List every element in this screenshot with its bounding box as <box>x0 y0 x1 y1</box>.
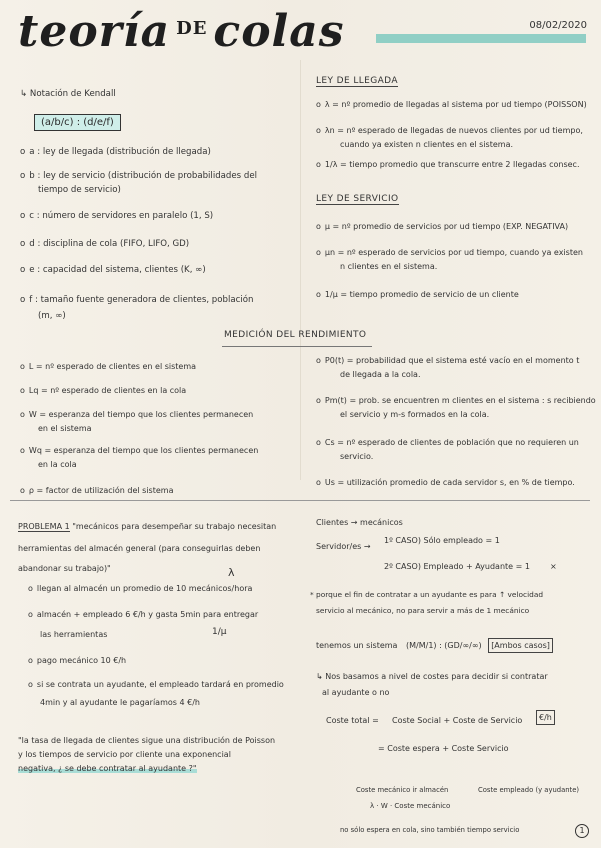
title-word-2: colas <box>213 6 345 57</box>
sol-coste-espera: = Coste espera + Coste Servicio <box>378 744 509 753</box>
sol-nota-1: * porque el fin de contratar a un ayudante es para ↑ velocidad <box>310 590 544 599</box>
notation-item-d: o d : disciplina de cola (FIFO, LIFO, GD) <box>20 238 189 251</box>
title-word-1: teoría <box>18 6 171 57</box>
rend-Pm: o Pm(t) = prob. se encuentren m clientes en el sistema : s recibiendo <box>316 394 596 407</box>
rend-Pm-cont: el servicio y m-s formados en la cola. <box>340 410 490 419</box>
rend-Wq: o Wq = esperanza del tiempo que los clientes permanecen <box>20 444 258 457</box>
sol-clientes: Clientes → mecánicos <box>316 518 403 527</box>
ley-llegada-item-2: o λn = nº esperado de llegadas de nuevos clientes por ud tiempo, <box>316 124 583 137</box>
sol-coste-mecanico: Coste mecánico ir almacén <box>356 786 449 794</box>
problema-text-1: "mecánicos para desempeñar su trabajo necesitan <box>72 522 277 531</box>
sol-sistema-modelo: (M/M/1) : (GD/∞/∞) <box>406 641 482 650</box>
notation-item-b-cont: tiempo de servicio) <box>38 185 121 195</box>
problema-item-2: o almacén + empleado 6 €/h y gasta 5min para entregar <box>28 608 258 621</box>
sol-coste-total-label: Coste total = <box>326 716 379 725</box>
notation-item-c: o c : número de servidores en paralelo (1, S) <box>20 210 213 223</box>
kendall-formula: (a/b/c) : (d/e/f) <box>34 114 121 131</box>
sol-coste-units <box>536 710 555 725</box>
quote-question: negativa, ¿ se debe contratar al ayudante ?" <box>18 764 197 773</box>
problema-item-4: o si se contrata un ayudante, el empleado tardará en promedio <box>28 678 284 691</box>
sol-ambos-casos: [Ambos casos] <box>488 638 553 653</box>
ley-servicio-heading: LEY DE SERVICIO <box>316 194 399 204</box>
rend-W-cont: en el sistema <box>38 424 92 433</box>
sol-coste-empleado: Coste empleado (y ayudante) <box>478 786 580 794</box>
title-word-de: DE <box>176 18 208 39</box>
rend-Cs-cont: servicio. <box>340 452 374 461</box>
notation-heading: ↳ Notación de Kendall <box>20 89 116 99</box>
notation-item-e: o e : capacidad del sistema, clientes (K, ∞) <box>20 264 206 277</box>
page-number: 1 <box>575 824 589 838</box>
rendimiento-underline <box>222 346 372 347</box>
problema-statement-2: herramientas del almacén general (para conseguirlas deben <box>18 544 261 553</box>
sol-caso2: 2º CASO) Empleado + Ayudante = 1 <box>384 562 530 571</box>
quote-2: y los tiempos de servicio por cliente una exponencial <box>18 750 231 759</box>
sol-nota-2: servicio al mecánico, no para servir a más de 1 mecánico <box>316 606 530 615</box>
problema-item-2-cont: las herramientas <box>40 630 108 639</box>
rend-W: o W = esperanza del tiempo que los clientes permanecen <box>20 408 253 421</box>
problema-item-1: o llegan al almacén un promedio de 10 mecánicos/hora <box>28 582 252 595</box>
notation-item-f-cont: (m, ∞) <box>38 311 66 321</box>
quote-1: "la tasa de llegada de clientes sigue una distribución de Poisson <box>18 736 276 745</box>
rend-P0: o P0(t) = probabilidad que el sistema esté vacío en el momento t <box>316 354 579 367</box>
sol-costes-1: ↳ Nos basamos a nivel de costes para decidir si contratar <box>316 672 548 681</box>
quote-3 <box>18 762 197 775</box>
ley-llegada-heading: LEY DE LLEGADA <box>316 76 398 86</box>
rend-P0-cont: de llegada a la cola. <box>340 370 421 379</box>
problema-statement-3: abandonar su trabajo)" <box>18 564 111 573</box>
sol-servidores: Servidor/es → <box>316 542 371 551</box>
problema-label: PROBLEMA 1 <box>18 522 70 531</box>
rend-Us: o Us = utilización promedio de cada servidor s, en % de tiempo. <box>316 476 575 489</box>
sol-coste-total-eq: Coste Social + Coste de Servicio <box>392 716 523 725</box>
problema-item-3: o pago mecánico 10 €/h <box>28 654 126 667</box>
date: 08/02/2020 <box>529 20 587 31</box>
ley-llegada-item-3: o 1/λ = tiempo promedio que transcurre entre 2 llegadas consec. <box>316 158 580 171</box>
rend-L: o L = nº esperado de clientes en el sistema <box>20 360 196 373</box>
sol-formula: λ · W · Coste mecánico <box>370 802 451 810</box>
problema-item-4-cont: 4min y al ayudante le pagaríamos 4 €/h <box>40 698 200 707</box>
sol-sistema-label: tenemos un sistema <box>316 641 398 650</box>
ley-servicio-item-2-cont: n clientes en el sistema. <box>340 262 438 271</box>
sol-units-box: €/h <box>536 710 555 725</box>
rendimiento-heading: MEDICIÓN DEL RENDIMIENTO <box>224 330 367 340</box>
sol-nota-final: no sólo espera en cola, sino también tiempo servicio <box>340 826 520 834</box>
notation-item-f: o f : tamaño fuente generadora de clientes, población <box>20 294 253 307</box>
ley-servicio-item-3: o 1/μ = tiempo promedio de servicio de un cliente <box>316 288 519 301</box>
sol-costes-2: al ayudante o no <box>322 688 390 697</box>
rend-Wq-cont: en la cola <box>38 460 77 469</box>
notation-item-b: o b : ley de servicio (distribución de probabilidades del <box>20 170 257 183</box>
rend-Cs: o Cs = nº esperado de clientes de población que no requieren un <box>316 436 579 449</box>
page-title <box>18 6 345 57</box>
ley-servicio-item-1: o μ = nº promedio de servicios por ud tiempo (EXP. NEGATIVA) <box>316 220 568 233</box>
title-underline <box>376 34 586 43</box>
rend-rho: o ρ = factor de utilización del sistema <box>20 484 173 497</box>
ley-llegada-item-1: o λ = nº promedio de llegadas al sistema por ud tiempo (POISSON) <box>316 98 587 111</box>
sol-cross: × <box>550 562 557 571</box>
page-fold <box>300 60 301 480</box>
mu-mark: 1/μ <box>212 627 227 637</box>
sol-caso1: 1º CASO) Sólo empleado = 1 <box>384 536 500 545</box>
sol-sistema <box>316 638 553 653</box>
lambda-mark: λ <box>228 566 235 579</box>
ley-llegada-item-2-cont: cuando ya existen n clientes en el sistema. <box>340 140 514 149</box>
rend-Lq: o Lq = nº esperado de clientes en la cola <box>20 384 186 397</box>
problema-statement-1 <box>18 520 276 533</box>
notation-item-a: o a : ley de llegada (distribución de llegada) <box>20 146 211 159</box>
section-divider <box>10 500 590 501</box>
ley-servicio-item-2: o μn = nº esperado de servicios por ud tiempo, cuando ya existen <box>316 246 583 259</box>
